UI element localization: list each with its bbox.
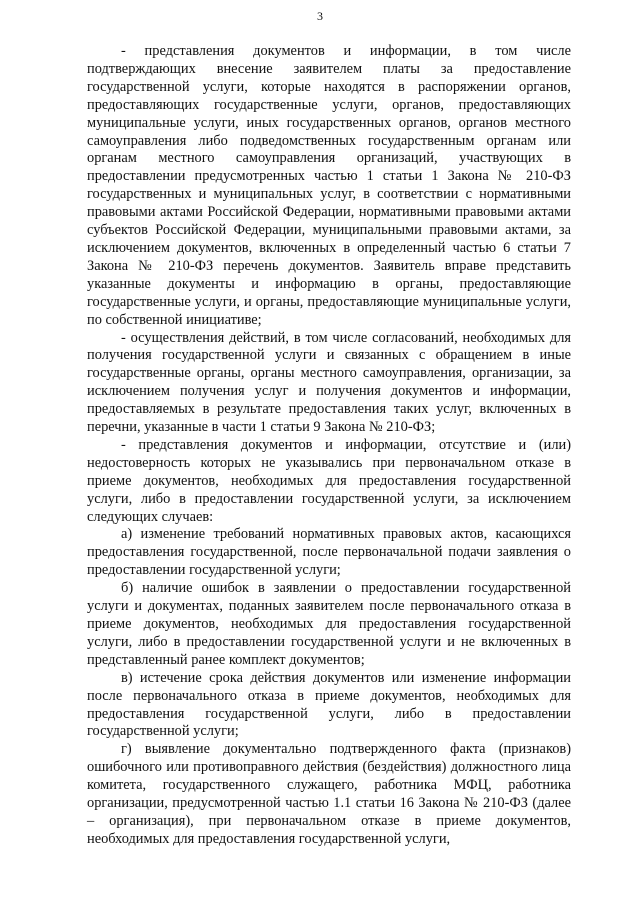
- paragraph-documents-provision: - представления документов и информации, в том числе подтверждающих внесение заявителем платы за предоставление государственной услуги, которые находятся в распоряжении органов, предоставляющих государственные услуги, органов, предоставляющих муниципальные услуги, иных государственных органов, органов местного самоуправления либо подведомственных государственным органам или органам местного самоуправления организаций, участвующих в предоставлении предусмотренных частью 1 статьи 1 Закона № 210-ФЗ государственных и муниципальных услуг, в соответствии с нормативными правовыми актами Российской Федерации, нормативными правовыми актами субъектов Российской Федерации, муниципальными правовыми актами, за исключением документов, включенных в определенный частью 6 статьи 7 Закона № 210-ФЗ перечень документов. Заявитель вправе представить указанные документы и информацию в органы, предоставляющие государственные услуги, и органы, предоставляющие муниципальные услуги, по собственной инициативе;: [87, 43, 571, 328]
- item-b: б) наличие ошибок в заявлении о предоставлении государственной услуги и документах, поданных заявителем после первоначального отказа в приеме документов, необходимых для предоставления государственной услуги, либо в предоставлении государственной услуги и не включенных в представленный ранее комплект документов;: [87, 580, 571, 668]
- document-body: [87, 43, 571, 849]
- paragraph-missing-documents: - представления документов и информации, отсутствие и (или) недостоверность которых не указывались при первоначальном отказе в приеме документов, необходимых для предоставления государственной услуги, либо в предоставлении государственной услуги, за исключением следующих случаев:: [87, 436, 571, 525]
- item-g: г) выявление документально подтвержденного факта (признаков) ошибочного или противоправного действия (бездействия) должностного лица комитета, государственного служащего, работника МФЦ, работника организации, предусмотренной частью 1.1 статьи 16 Закона № 210-ФЗ (далее – организация), при первоначальном отказе в приеме документов, необходимых для предоставления государственной услуги,: [87, 741, 571, 847]
- item-v: в) истечение срока действия документов или изменение информации после первоначального отказа в приеме документов, необходимых для предоставления государственной услуги, либо в предоставлении государственной услуги;: [87, 669, 571, 740]
- paragraph-actions-approvals: - осуществления действий, в том числе согласований, необходимых для получения государственной услуги и связанных с обращением в иные государственные органы, органы местного самоуправления, организации, за исключением получения услуг и получения документов и информации, предоставляемых в результате предоставления таких услуг, включенных в перечни, указанные в части 1 статьи 9 Закона № 210-ФЗ;: [87, 329, 571, 436]
- item-a: а) изменение требований нормативных правовых актов, касающихся предоставления государственной, после первоначальной подачи заявления о предоставлении государственной услуги;: [87, 526, 571, 579]
- page-number: 3: [317, 9, 323, 23]
